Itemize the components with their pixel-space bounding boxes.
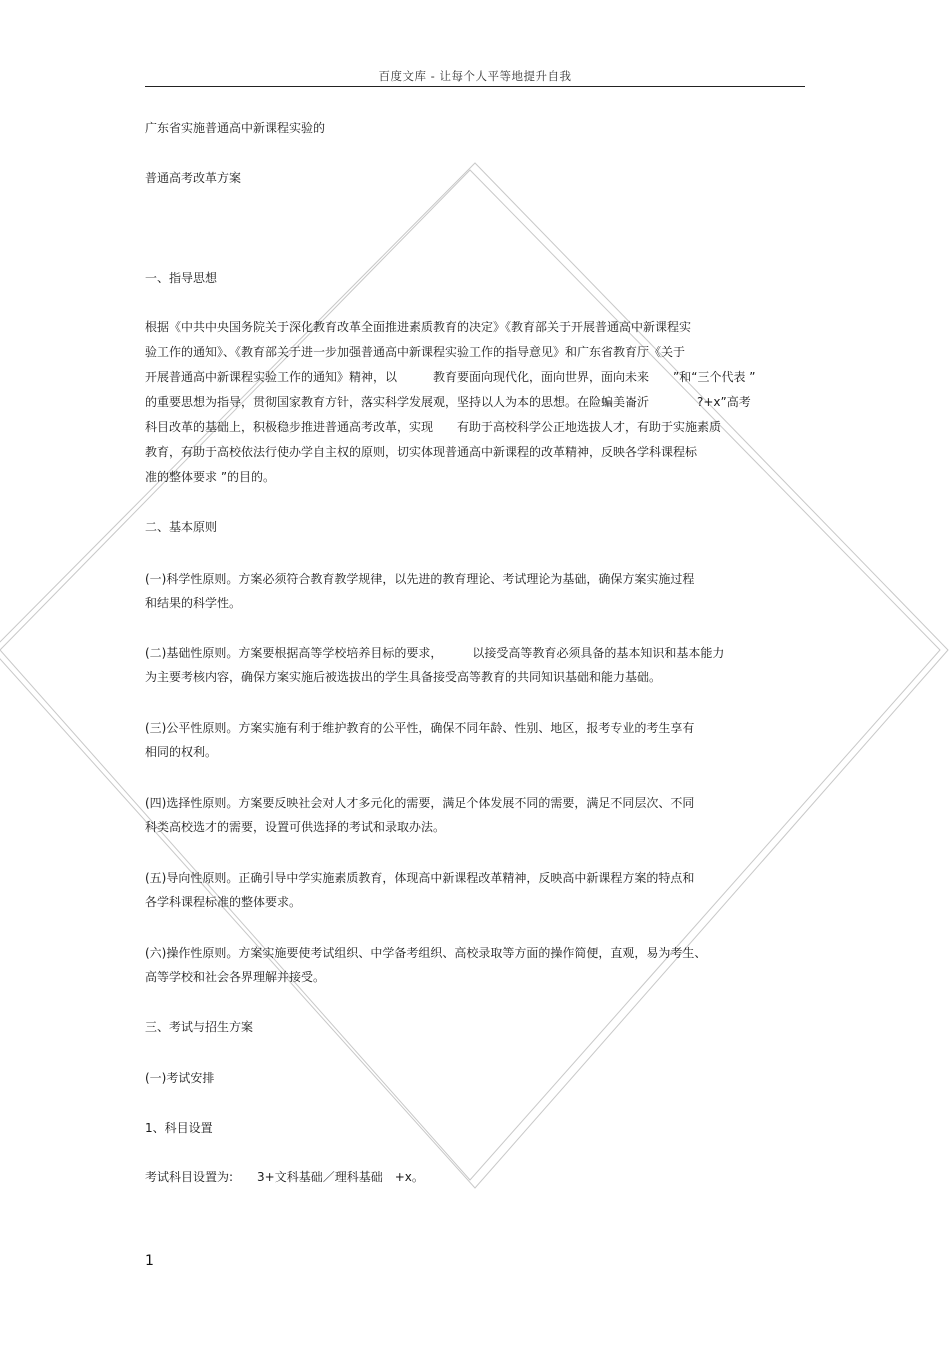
paragraph-line: 教育，有助于高校依法行使办学自主权的原则，切实体现普通高中新课程的改革精神，反映各学科课程标 bbox=[145, 445, 698, 459]
principle-line: 高等学校和社会各界理解并接受。 bbox=[145, 970, 326, 984]
page-number: 1 bbox=[145, 1253, 154, 1269]
principle-line: 各学科课程标准的整体要求。 bbox=[145, 895, 302, 909]
document-title-line1: 广东省实施普通高中新课程实验的 bbox=[145, 121, 326, 135]
paragraph-line: 开展普通高中新课程实验工作的通知》精神，以 教育要面向现代化，面向世界，面向未来 ”和“三个代表 ” bbox=[145, 370, 756, 384]
item-heading: 1、科目设置 bbox=[145, 1121, 213, 1135]
paragraph-line: 准的整体要求 ”的目的。 bbox=[145, 470, 276, 484]
principle-line: (二)基础性原则。方案要根据高等学校培养目标的要求， 以接受高等教育必须具备的基本知识和基本能力 bbox=[145, 646, 725, 660]
principle-line: 为主要考核内容，确保方案实施后被选拔出的学生具备接受高等教育的共同知识基础和能力基础。 bbox=[145, 670, 662, 684]
subjects-line: 考试科目设置为: 3+文科基础／理科基础 +x。 bbox=[145, 1170, 424, 1184]
principle-line: 和结果的科学性。 bbox=[145, 596, 242, 610]
document-title-line2: 普通高考改革方案 bbox=[145, 171, 242, 185]
paragraph-line: 的重要思想为指导，贯彻国家教育方针，落实科学发展观，坚持以人为本的思想。在险蝙美崙沂 ?+x”高考 bbox=[145, 395, 751, 409]
principle-line: (五)导向性原则。正确引导中学实施素质教育，体现高中新课程改革精神，反映高中新课程方案的特点和 bbox=[145, 871, 695, 885]
paragraph-line: 根据《中共中央国务院关于深化教育改革全面推进素质教育的决定》《教育部关于开展普通高中新课程实 bbox=[145, 320, 692, 334]
section1-heading: 一、指导思想 bbox=[145, 271, 218, 285]
paragraph-line: 科目改革的基础上，积极稳步推进普通高考改革，实现 有助于高校科学公正地选拔人才，有助于实施素质 bbox=[145, 420, 722, 434]
section3-heading: 三、考试与招生方案 bbox=[145, 1020, 254, 1034]
principle-line: (三)公平性原则。方案实施有利于维护教育的公平性，确保不同年龄、性别、地区，报考专业的考生享有 bbox=[145, 721, 695, 735]
principle-line: 相同的权利。 bbox=[145, 745, 218, 759]
section2-heading: 二、基本原则 bbox=[145, 520, 218, 534]
principle-line: 科类高校选才的需要，设置可供选择的考试和录取办法。 bbox=[145, 820, 446, 834]
principle-line: (一)科学性原则。方案必须符合教育教学规律，以先进的教育理论、考试理论为基础，确保方案实施过程 bbox=[145, 572, 695, 586]
paragraph-line: 验工作的通知》、《教育部关于进一步加强普通高中新课程实验工作的指导意见》和广东省教育厅《关于 bbox=[145, 345, 686, 359]
principle-line: (四)选择性原则。方案要反映社会对人才多元化的需要，满足个体发展不同的需要，满足不同层次、不同 bbox=[145, 796, 695, 810]
subsection-heading: (一)考试安排 bbox=[145, 1071, 215, 1085]
principle-line: (六)操作性原则。方案实施要使考试组织、中学备考组织、高校录取等方面的操作简便，直观，易为考生、 bbox=[145, 946, 707, 960]
header-title: 百度文库 - 让每个人平等地提升自我 bbox=[378, 69, 572, 83]
header-rule bbox=[145, 86, 805, 87]
